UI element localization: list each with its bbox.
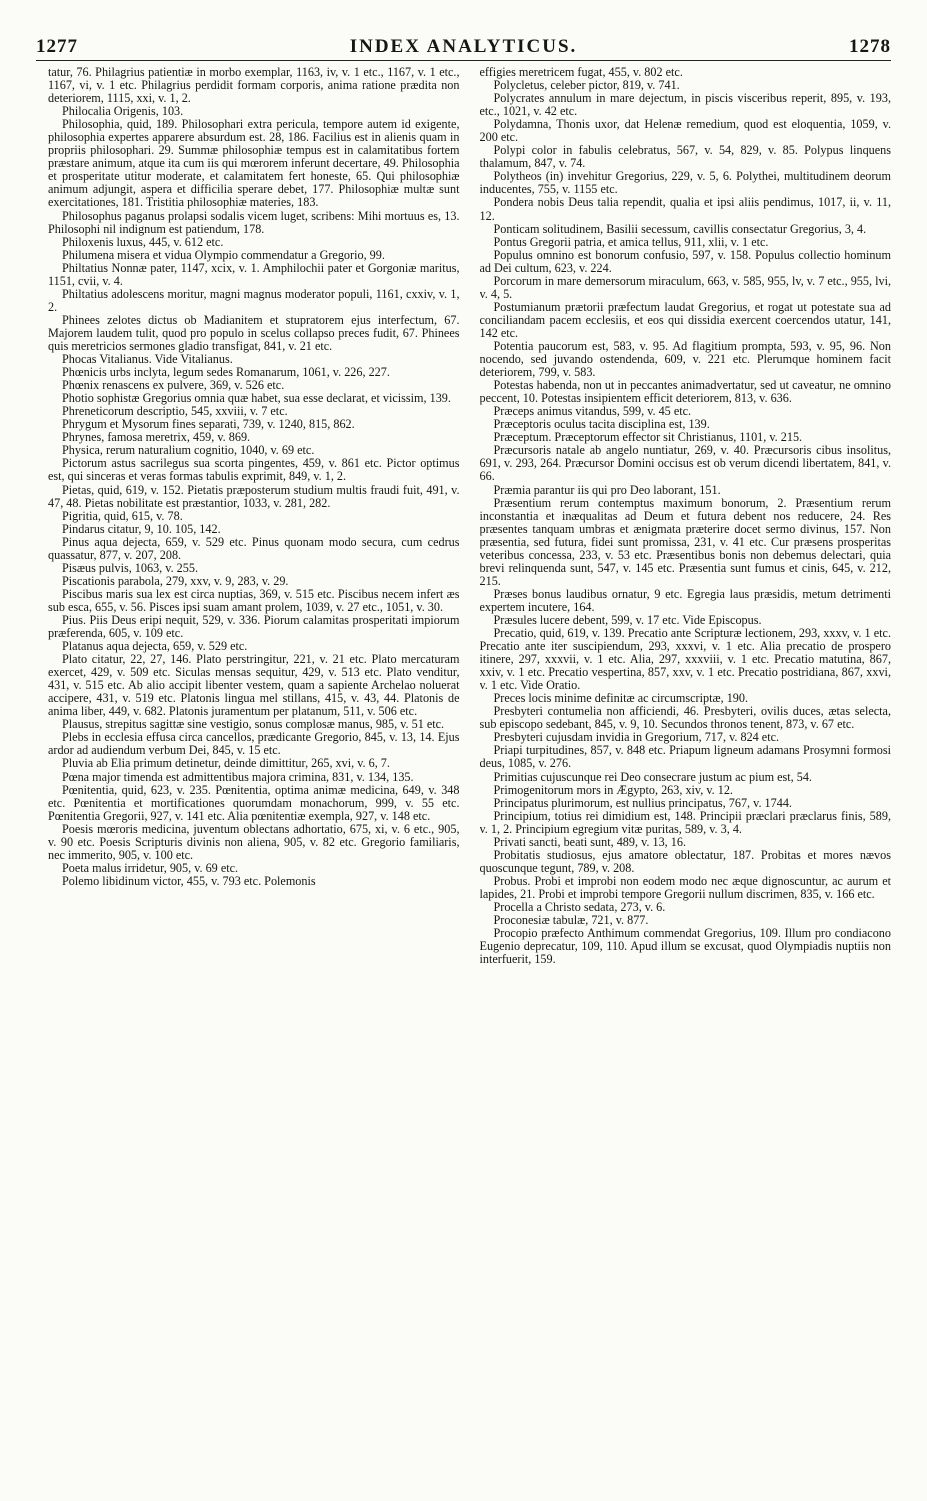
index-entry: Phœnicis urbs inclyta, legum sedes Romanarum, 1061, v. 226, 227. bbox=[62, 365, 390, 380]
index-entry: Poesis mœroris medicina, juventum oblectans adhortatio, 675, xi, v. 6 etc., 905, v. 90 etc. Poesis Scripturis divinis non aliena, 905, v. 82 etc. Gregorio familiaris, nec immerito, 905, v. 100 etc. bbox=[48, 821, 460, 862]
index-entry: Procopio præfecto Anthimum commendat Gregorius, 109. Illum pro condiacono Eugenio deprecatur, 109, 110. Apud illum se excusat, quod Olympiadis nuptiis non interfuerit, 159. bbox=[479, 926, 891, 967]
index-entry: Piscibus maris sua lex est circa nuptias, 369, v. 515 etc. Piscibus necem infert æs sub esca, 655, v. 56. Pisces ipsi suam amant prolem, 1039, v. 27 etc., 1051, v. 30. bbox=[48, 586, 460, 614]
index-entry: Poeta malus irridetur, 905, v. 69 etc. bbox=[62, 860, 239, 875]
index-entry: Plato citatur, 22, 27, 146. Plato perstringitur, 221, v. 21 etc. Plato mercaturam exercet, 429, v. 509 etc. Siculas mensas sequitur, 429, v. 513 etc. Plato venditur, 431, v. 515 etc. Ab alio accipit libenter vestem, quam a sapiente Archelao noluerat accipere, 431, v. 519 etc. Platonis lingua mel stillans, 415, v. 43, 44. Platonis de anima liber, 449, v. 682. Platonis juramentum per platanum, 511, v. 506 etc. bbox=[48, 652, 460, 719]
running-head bbox=[36, 30, 891, 62]
index-entry: Potentia paucorum est, 583, v. 95. Ad flagitium prompta, 593, v. 95, 96. Non nocendo, sed juvando ostendenda, 609, v. 221 etc. Plerumque hominem facit deteriorem, 799, v. 583. bbox=[479, 338, 891, 380]
index-entry: Pictorum astus sacrilegus sua scorta pingentes, 459, v. 861 etc. Pictor optimus est, qui sinceras et veras formas tabulis exprimit, 849, v. 1, 2. bbox=[48, 456, 460, 484]
index-entry: Procella a Christo sedata, 273, v. 6. bbox=[493, 900, 666, 914]
left-column bbox=[48, 66, 460, 1483]
index-entry: Philosophus paganus prolapsi sodalis vicem luget, scribens: Mihi mortuus es, 13. Philosophi nil indignum est patiendum, 178. bbox=[48, 208, 460, 236]
index-entry: Pindarus citatur, 9, 10. 105, 142. bbox=[62, 521, 221, 536]
left-page-number: 1277 bbox=[36, 36, 78, 57]
index-entry: Pigritia, quid, 615, v. 78. bbox=[62, 508, 183, 523]
index-entry: Pœna major timenda est admittentibus majora crimina, 831, v. 134, 135. bbox=[62, 769, 414, 784]
index-entry: Præsentium rerum contemptus maximum bonorum, 2. Præsentium rerum inconstantia et inæqualitas ad Deum et futura debent nos reducere, 24. Res præsentes tanquam umbras et ænigmata præterire docet sermo divinus, 157. Non præsentia, sed futura, fidei sunt promissa, 231, v. 41 etc. Cur præsens prosperitas veteribus concessa, 233, v. 53 etc. Præsentibus bonis non debemus delectari, quia brevi relinquenda sunt, 547, v. 145 etc. Præsentia sunt fumus et cinis, 645, v. 212, 215. bbox=[479, 495, 891, 588]
index-entry: Philocalia Origenis, 103. bbox=[62, 104, 184, 119]
index-entry: Pluvia ab Elia primum detinetur, deinde dimittitur, 265, xvi, v. 6, 7. bbox=[62, 756, 390, 771]
index-entry: Pisæus pulvis, 1063, v. 255. bbox=[62, 560, 199, 575]
index-entry: Pietas, quid, 619, v. 152. Pietatis præposterum studium multis fraudi fuit, 491, v. 47, 48. Pietas nobilitate est præstantior, 1033, v. 281, 282. bbox=[48, 482, 460, 510]
index-entry: Populus omnino est bonorum confusio, 597, v. 158. Populus collectio hominum ad Dei cultum, 623, v. 224. bbox=[479, 247, 891, 275]
index-entry: Præceps animus vitandus, 599, v. 45 etc. bbox=[493, 404, 692, 419]
index-entry: Physica, rerum naturalium cognitio, 1040, v. 69 etc. bbox=[62, 443, 315, 458]
index-entry: Photio sophistæ Gregorius omnia quæ habet, sua esse declarat, et vicissim, 139. bbox=[62, 391, 451, 406]
index-entry: Presbyteri contumelia non afficiendi, 46. Presbyteri, ovilis duces, ætas selecta, sub episcopo sedebant, 845, v. 9, 10. Secundos thronos tenent, 873, v. 67 etc. bbox=[479, 704, 891, 732]
index-entry: Plebs in ecclesia effusa circa cancellos, prædicante Gregorio, 845, v. 13, 14. Ejus ardor ad audiendum verbum Dei, 845, v. 15 etc. bbox=[48, 730, 460, 758]
index-entry: Polypi color in fabulis celebratus, 567, v. 54, 829, v. 85. Polypus linquens thalamum, 847, v. 74. bbox=[479, 143, 891, 171]
index-entry: Præmia parantur iis qui pro Deo laborant, 151. bbox=[493, 482, 721, 497]
running-title: INDEX ANALYTICUS. bbox=[349, 36, 578, 57]
index-entry: Pondera nobis Deus talia rependit, qualia et ipsi aliis pendimus, 1017, ii, v. 11, 12. bbox=[479, 195, 891, 223]
index-entry: Philtatius adolescens moritur, magni magnus moderator populi, 1161, cxxiv, v. 1, 2. bbox=[48, 286, 460, 314]
index-entry: Proconesiæ tabulæ, 721, v. 877. bbox=[493, 913, 649, 928]
index-entry: effigies meretricem fugat, 455, v. 802 etc. bbox=[479, 66, 683, 79]
index-entry: Principatus plurimorum, est nullius principatus, 767, v. 1744. bbox=[493, 795, 792, 810]
index-entry: Phocas Vitalianus. Vide Vitalianus. bbox=[62, 352, 233, 367]
index-entry: Platanus aqua dejecta, 659, v. 529 etc. bbox=[62, 639, 248, 654]
index-entry: Præcursoris natale ab angelo nuntiatur, 269, v. 40. Præcursoris cibus insolitus, 691, v. 293, 264. Præcursor Domini occisus est ob verum dicendi libertatem, 841, v. 66. bbox=[479, 443, 891, 484]
index-entry: Pius. Piis Deus eripi nequit, 529, v. 336. Piorum calamitas prosperitati impiorum præferenda, 605, v. 109 etc. bbox=[48, 612, 460, 641]
index-entry: Philtatius Nonnæ pater, 1147, xcix, v. 1. Amphilochii pater et Gorgoniæ maritus, 1151, cvii, v. 4. bbox=[48, 260, 460, 288]
index-entry: Philoxenis luxus, 445, v. 612 etc. bbox=[62, 234, 224, 249]
index-columns bbox=[48, 66, 891, 1483]
index-entry: Piscationis parabola, 279, xxv, v. 9, 283, v. 29. bbox=[62, 573, 289, 588]
index-entry: Polycrates annulum in mare dejectum, in piscis visceribus reperit, 895, v. 193, etc., 1021, v. 42 etc. bbox=[479, 91, 891, 119]
index-entry: Principium, totius rei dimidium est, 148. Principii præclari præclarus finis, 589, v. 1, 2. Principium egregium vitæ puritas, 589, v. 3, 4. bbox=[479, 808, 891, 836]
index-entry: Polycletus, celeber pictor, 819, v. 741. bbox=[493, 78, 680, 93]
index-entry: Probus. Probi et improbi non eodem modo nec æque dignoscuntur, ac aurum et lapides, 21. Probi et improbi tempore Gregorii nullum discrimen, 835, v. 166 etc. bbox=[479, 873, 891, 901]
index-entry: Porcorum in mare demersorum miraculum, 663, v. 585, 955, lv, v. 7 etc., 955, lvi, v. 4, 5. bbox=[479, 273, 891, 301]
right-column bbox=[480, 66, 892, 1483]
index-entry: Pœnitentia, quid, 623, v. 235. Pœnitentia, optima animæ medicina, 649, v. 348 etc. Pœnitentia et mortificationes quorumdam monachorum, 999, v. 55 etc. Pœnitentia Gregorii, 927, v. 141 etc. Alia pœnitentiæ exempla, 927, v. 148 etc. bbox=[48, 782, 460, 823]
index-entry: Polydamna, Thonis uxor, dat Helenæ remedium, quod est eloquentia, 1059, v. 200 etc. bbox=[479, 117, 891, 145]
index-entry: Pontus Gregorii patria, et amica tellus, 911, xlii, v. 1 etc. bbox=[493, 234, 769, 249]
index-entry: Primogenitorum mors in Ægypto, 263, xiv, v. 12. bbox=[493, 782, 733, 797]
index-entry: tatur, 76. Philagrius patientiæ in morbo exemplar, 1163, iv, v. 1 etc., 1167, v. 1 etc., 1167, vi, v. 1 etc. Philagrius perdidit formam corporis, anima ratione prædita non deteriorem, 1115, xxi, v. 1, 2. bbox=[48, 66, 460, 106]
header-rule bbox=[36, 60, 891, 61]
index-entry: Phreneticorum descriptio, 545, xxviii, v. 7 etc. bbox=[62, 404, 288, 419]
index-entry: Probitatis studiosus, ejus amatore oblectatur, 187. Probitas et mores nævos quoscunque tegunt, 789, v. 208. bbox=[479, 847, 891, 875]
index-entry: Privati sancti, beati sunt, 489, v. 13, 16. bbox=[493, 834, 686, 849]
index-entry: Preces locis minime definitæ ac circumscriptæ, 190. bbox=[493, 691, 749, 706]
index-entry: Phrygum et Mysorum fines separati, 739, v. 1240, 815, 862. bbox=[62, 417, 355, 432]
index-entry: Præceptum. Præceptorum effector sit Christianus, 1101, v. 215. bbox=[493, 430, 803, 445]
index-entry: Priapi turpitudines, 857, v. 848 etc. Priapum ligneum adamans Prosymni formosi deus, 1085, v. 276. bbox=[479, 743, 891, 771]
index-entry: Phinees zelotes dictus ob Madianitem et stupratorem ejus interfectum, 67. Majorem laudem tulit, quod pro populo in scelus collapso preces fudit, 67. Phinees quis meretricios sermones gladio transfigat, 841, v. 21 etc. bbox=[48, 312, 460, 353]
index-entry: Phœnix renascens ex pulvere, 369, v. 526 etc. bbox=[62, 378, 285, 393]
index-entry: Philosophia, quid, 189. Philosophari extra pericula, tempore autem id exigente, philosophia expertes apparere absurdum est. 28, 186. Facilius est in alienis quam in propriis philosophari. 29. Summæ philosophiæ tempus est in calamitatibus fortem præstare animum, atque ita cum iis qui mœrorem inferunt decertare, 49. Philosophia et prosperitate utitur moderate, et calamitatem fert honeste, 65. Qui philosophiæ animum adjungit, aspera et difficilia sperare debet, 177. Philosophiæ multæ sunt exercitationes, 181. Tristitia philosophiæ materies, 183. bbox=[48, 117, 460, 210]
index-entry: Præsules lucere debent, 599, v. 17 etc. Vide Episcopus. bbox=[493, 612, 762, 627]
index-entry: Pinus aqua dejecta, 659, v. 529 etc. Pinus quonam modo secura, cum cedrus quassatur, 877, v. 207, 208. bbox=[48, 534, 460, 562]
index-entry: Præses bonus laudibus ornatur, 9 etc. Egregia laus præsidis, metum detrimenti expertem incutere, 164. bbox=[479, 586, 891, 614]
index-entry: Primitias cujuscunque rei Deo consecrare justum ac pium est, 54. bbox=[493, 769, 812, 784]
index-entry: Postumianum prætorii præfectum laudat Gregorius, et rogat ut potestate sua ad conciliandam pacem ecclesiis, et eos qui dissidia exercent coercendos utatur, 141, 142 etc. bbox=[479, 299, 891, 340]
index-entry: Presbyteri cujusdam invidia in Gregorium, 717, v. 824 etc. bbox=[493, 730, 780, 745]
index-entry: Præceptoris oculus tacita disciplina est, 139. bbox=[493, 417, 710, 432]
index-entry: Phrynes, famosa meretrix, 459, v. 869. bbox=[62, 430, 251, 445]
index-entry: Plausus, strepitus sagittæ sine vestigio, sonus complosæ manus, 985, v. 51 etc. bbox=[62, 717, 445, 732]
index-entry: Polytheos (in) invehitur Gregorius, 229, v. 5, 6. Polythei, multitudinem deorum inducentes, 755, v. 1155 etc. bbox=[479, 169, 891, 197]
index-entry: Philumena misera et vidua Olympio commendatur a Gregorio, 99. bbox=[62, 247, 385, 262]
index-entry: Polemo libidinum victor, 455, v. 793 etc. Polemonis bbox=[62, 873, 316, 888]
index-entry: Potestas habenda, non ut in peccantes animadvertatur, sed ut caveatur, ne omnino peccent, 10. Potestas insipientem efficit deteriorem, 813, v. 636. bbox=[479, 378, 891, 406]
right-page-number: 1278 bbox=[849, 36, 891, 57]
index-entry: Precatio, quid, 619, v. 139. Precatio ante Scripturæ lectionem, 293, xxxv, v. 1 etc. Precatio ante iter suscipiendum, 293, xxxvi, v. 1 etc. Alia precatio de prospero itinere, 297, xxxvii, v. 1 etc. Alia, 297, xxxviii, v. 1 etc. Precatio matutina, 867, xxiv, v. 1 etc. Precatio vespertina, 857, xxv, v. 1 etc. Precatio postridiana, 867, xxvi, v. 1 etc. Vide Oratio. bbox=[479, 626, 891, 693]
index-entry: Ponticam solitudinem, Basilii secessum, cavillis consectatur Gregorius, 3, 4. bbox=[493, 221, 867, 236]
